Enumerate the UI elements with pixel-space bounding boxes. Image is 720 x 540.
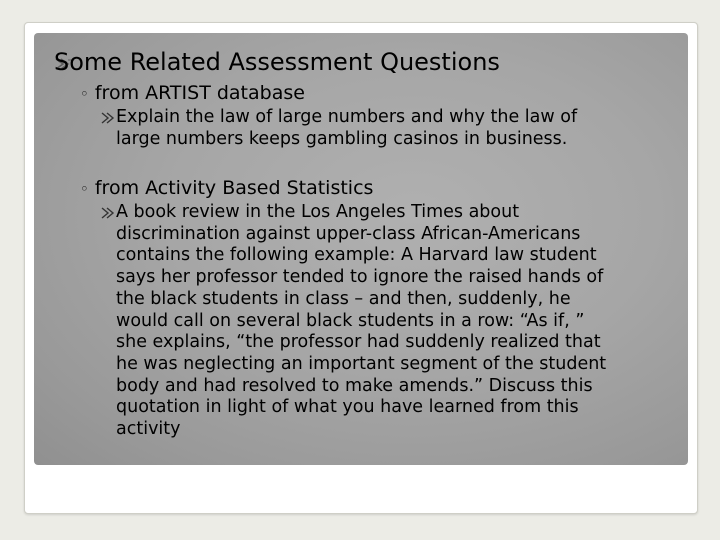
text-line: discrimination against upper-class African-Americans <box>116 223 581 244</box>
section-label-artist <box>80 81 305 106</box>
chevron-bullet-icon <box>101 112 117 124</box>
text-line: A book review in the Los Angeles Times about <box>116 202 520 222</box>
section-label-text: from Activity Based Statistics <box>94 177 374 199</box>
section-label-activity <box>80 176 373 201</box>
text-line: he was neglecting an important segment of the student <box>116 353 607 374</box>
text-line: activity <box>116 419 181 440</box>
section-label-text: from ARTIST database <box>94 82 305 104</box>
circle-bullet-icon: ◦ <box>80 85 89 103</box>
text-line: Explain the law of large numbers and why the law of <box>116 107 578 127</box>
text-line: says her professor tended to ignore the raised hands of <box>116 267 604 288</box>
text-line: quotation in light of what you have learned from this <box>116 397 579 418</box>
question-item-2 <box>116 202 681 441</box>
text-line: large numbers keeps gambling casinos in business. <box>116 128 568 149</box>
slide-heading: Some Related Assessment Questions <box>54 48 500 76</box>
text-line: contains the following example: A Harvard law student <box>116 245 597 266</box>
text-line: she explains, “the professor had suddenly realized that <box>116 332 601 353</box>
text-line: would call on several black students in a row: “As if, ” <box>116 310 585 331</box>
question-item-1 <box>116 107 676 150</box>
circle-bullet-icon: ◦ <box>80 180 89 198</box>
text-line: body and had resolved to make amends.” Discuss this <box>116 375 593 396</box>
chevron-bullet-icon <box>101 207 117 219</box>
text-line: the black students in class – and then, suddenly, he <box>116 288 571 309</box>
